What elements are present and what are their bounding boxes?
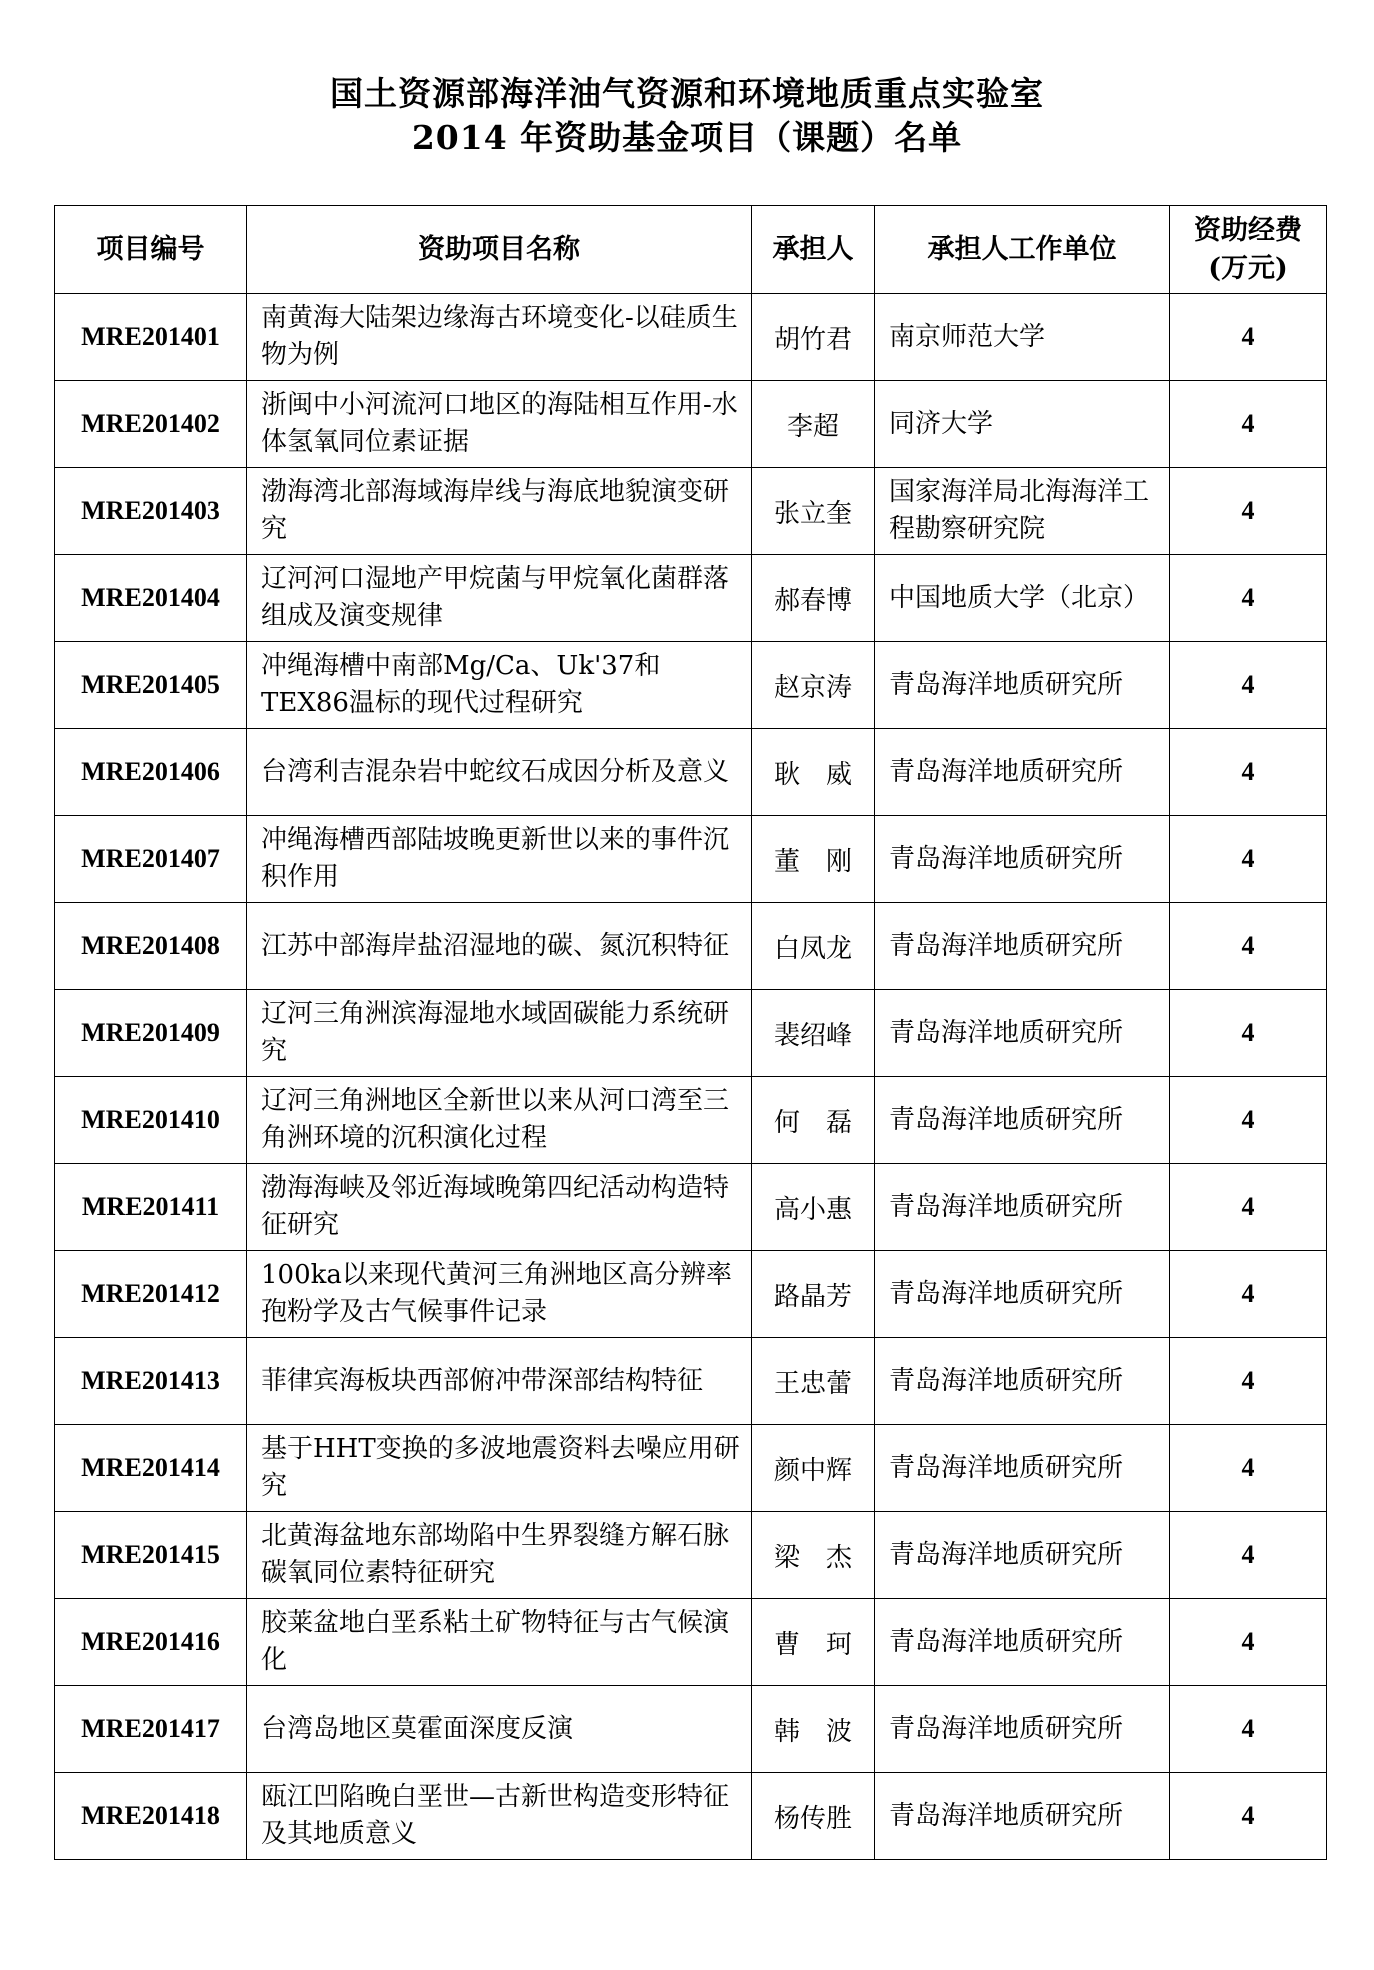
project-person-cell: 董 刚: [752, 816, 875, 903]
project-unit-cell: 青岛海洋地质研究所: [875, 1512, 1170, 1599]
project-name-cell: 北黄海盆地东部坳陷中生界裂缝方解石脉碳氧同位素特征研究: [247, 1512, 752, 1599]
table-row: [55, 468, 1327, 555]
project-unit-cell: 青岛海洋地质研究所: [875, 1773, 1170, 1860]
project-unit-cell: 青岛海洋地质研究所: [875, 1425, 1170, 1512]
project-fund-cell: 4: [1170, 294, 1327, 381]
table-row: [55, 990, 1327, 1077]
project-name-cell: 冲绳海槽中南部Mg/Ca、Uk'37和TEX86温标的现代过程研究: [247, 642, 752, 729]
table-row: [55, 729, 1327, 816]
table-row: [55, 1512, 1327, 1599]
project-person-cell: 路晶芳: [752, 1251, 875, 1338]
project-code-cell: MRE201418: [55, 1773, 247, 1860]
project-code-cell: MRE201408: [55, 903, 247, 990]
project-name-cell: 基于HHT变换的多波地震资料去噪应用研究: [247, 1425, 752, 1512]
project-person-cell: 郝春博: [752, 555, 875, 642]
title-line-1: 国土资源部海洋油气资源和环境地质重点实验室: [330, 74, 1044, 113]
project-person-cell: 张立奎: [752, 468, 875, 555]
project-name-cell: 台湾岛地区莫霍面深度反演: [247, 1686, 752, 1773]
header-fund: [1170, 206, 1327, 294]
table-row: [55, 1686, 1327, 1773]
project-person-cell: 何 磊: [752, 1077, 875, 1164]
table-row: [55, 555, 1327, 642]
project-fund-cell: 4: [1170, 1338, 1327, 1425]
project-fund-cell: 4: [1170, 555, 1327, 642]
project-person-cell: 韩 波: [752, 1686, 875, 1773]
project-fund-cell: 4: [1170, 903, 1327, 990]
project-code-cell: MRE201410: [55, 1077, 247, 1164]
project-fund-cell: 4: [1170, 1773, 1327, 1860]
project-person-cell: 胡竹君: [752, 294, 875, 381]
project-code-cell: MRE201415: [55, 1512, 247, 1599]
table-row: [55, 1338, 1327, 1425]
project-unit-cell: 中国地质大学（北京）: [875, 555, 1170, 642]
project-name-cell: 渤海海峡及邻近海域晚第四纪活动构造特征研究: [247, 1164, 752, 1251]
project-name-cell: 渤海湾北部海域海岸线与海底地貌演变研究: [247, 468, 752, 555]
project-fund-cell: 4: [1170, 642, 1327, 729]
project-code-cell: MRE201403: [55, 468, 247, 555]
document-title: [0, 72, 1374, 160]
project-fund-cell: 4: [1170, 381, 1327, 468]
project-code-cell: MRE201402: [55, 381, 247, 468]
table-row: [55, 1773, 1327, 1860]
project-fund-cell: 4: [1170, 816, 1327, 903]
project-fund-cell: 4: [1170, 1164, 1327, 1251]
project-unit-cell: 青岛海洋地质研究所: [875, 1599, 1170, 1686]
project-person-cell: 耿 威: [752, 729, 875, 816]
table-row: [55, 642, 1327, 729]
table-row: [55, 1164, 1327, 1251]
project-person-cell: 杨传胜: [752, 1773, 875, 1860]
project-person-cell: 颜中辉: [752, 1425, 875, 1512]
project-fund-cell: 4: [1170, 729, 1327, 816]
project-name-cell: 瓯江凹陷晚白垩世—古新世构造变形特征及其地质意义: [247, 1773, 752, 1860]
project-person-cell: 白凤龙: [752, 903, 875, 990]
project-fund-cell: 4: [1170, 1599, 1327, 1686]
project-unit-cell: 青岛海洋地质研究所: [875, 816, 1170, 903]
header-unit: 承担人工作单位: [875, 206, 1170, 294]
table-body: [55, 294, 1327, 1860]
project-unit-cell: 青岛海洋地质研究所: [875, 1077, 1170, 1164]
table-row: [55, 294, 1327, 381]
header-fund-unit: (万元): [1208, 252, 1288, 284]
project-name-cell: 南黄海大陆架边缘海古环境变化-以硅质生物为例: [247, 294, 752, 381]
project-unit-cell: 青岛海洋地质研究所: [875, 1338, 1170, 1425]
table-row: [55, 381, 1327, 468]
project-unit-cell: 青岛海洋地质研究所: [875, 1686, 1170, 1773]
project-person-cell: 曹 珂: [752, 1599, 875, 1686]
header-name: 资助项目名称: [247, 206, 752, 294]
project-code-cell: MRE201411: [55, 1164, 247, 1251]
project-table: [54, 205, 1327, 1860]
project-code-cell: MRE201413: [55, 1338, 247, 1425]
project-unit-cell: 青岛海洋地质研究所: [875, 729, 1170, 816]
header-person: 承担人: [752, 206, 875, 294]
table-row: [55, 1077, 1327, 1164]
project-person-cell: 赵京涛: [752, 642, 875, 729]
project-unit-cell: 青岛海洋地质研究所: [875, 1251, 1170, 1338]
header-fund-label: 资助经费: [1194, 214, 1302, 246]
project-name-cell: 冲绳海槽西部陆坡晚更新世以来的事件沉积作用: [247, 816, 752, 903]
project-person-cell: 梁 杰: [752, 1512, 875, 1599]
project-name-cell: 辽河三角洲地区全新世以来从河口湾至三角洲环境的沉积演化过程: [247, 1077, 752, 1164]
table-row: [55, 1425, 1327, 1512]
table-row: [55, 903, 1327, 990]
project-unit-cell: 南京师范大学: [875, 294, 1170, 381]
project-person-cell: 高小惠: [752, 1164, 875, 1251]
project-unit-cell: 青岛海洋地质研究所: [875, 1164, 1170, 1251]
project-person-cell: 李超: [752, 381, 875, 468]
project-name-cell: 台湾利吉混杂岩中蛇纹石成因分析及意义: [247, 729, 752, 816]
project-name-cell: 胶莱盆地白垩系粘土矿物特征与古气候演化: [247, 1599, 752, 1686]
project-fund-cell: 4: [1170, 1077, 1327, 1164]
project-person-cell: 裴绍峰: [752, 990, 875, 1077]
project-name-cell: 100ka以来现代黄河三角洲地区高分辨率孢粉学及古气候事件记录: [247, 1251, 752, 1338]
project-fund-cell: 4: [1170, 990, 1327, 1077]
project-unit-cell: 青岛海洋地质研究所: [875, 903, 1170, 990]
project-person-cell: 王忠蕾: [752, 1338, 875, 1425]
project-name-cell: 辽河河口湿地产甲烷菌与甲烷氧化菌群落组成及演变规律: [247, 555, 752, 642]
table-row: [55, 1599, 1327, 1686]
project-code-cell: MRE201401: [55, 294, 247, 381]
project-unit-cell: 青岛海洋地质研究所: [875, 642, 1170, 729]
table-header-row: [55, 206, 1327, 294]
project-code-cell: MRE201407: [55, 816, 247, 903]
header-code: 项目编号: [55, 206, 247, 294]
project-fund-cell: 4: [1170, 1251, 1327, 1338]
project-fund-cell: 4: [1170, 1512, 1327, 1599]
project-code-cell: MRE201409: [55, 990, 247, 1077]
table-row: [55, 816, 1327, 903]
project-fund-cell: 4: [1170, 468, 1327, 555]
project-code-cell: MRE201417: [55, 1686, 247, 1773]
project-unit-cell: 国家海洋局北海海洋工程勘察研究院: [875, 468, 1170, 555]
project-unit-cell: 同济大学: [875, 381, 1170, 468]
project-name-cell: 浙闽中小河流河口地区的海陆相互作用-水体氢氧同位素证据: [247, 381, 752, 468]
project-fund-cell: 4: [1170, 1686, 1327, 1773]
project-code-cell: MRE201404: [55, 555, 247, 642]
project-name-cell: 辽河三角洲滨海湿地水域固碳能力系统研究: [247, 990, 752, 1077]
project-unit-cell: 青岛海洋地质研究所: [875, 990, 1170, 1077]
project-fund-cell: 4: [1170, 1425, 1327, 1512]
title-line-2: 2014 年资助基金项目（课题）名单: [411, 118, 963, 157]
project-code-cell: MRE201414: [55, 1425, 247, 1512]
project-name-cell: 江苏中部海岸盐沼湿地的碳、氮沉积特征: [247, 903, 752, 990]
project-code-cell: MRE201416: [55, 1599, 247, 1686]
table-row: [55, 1251, 1327, 1338]
project-code-cell: MRE201405: [55, 642, 247, 729]
project-code-cell: MRE201412: [55, 1251, 247, 1338]
project-code-cell: MRE201406: [55, 729, 247, 816]
project-name-cell: 菲律宾海板块西部俯冲带深部结构特征: [247, 1338, 752, 1425]
